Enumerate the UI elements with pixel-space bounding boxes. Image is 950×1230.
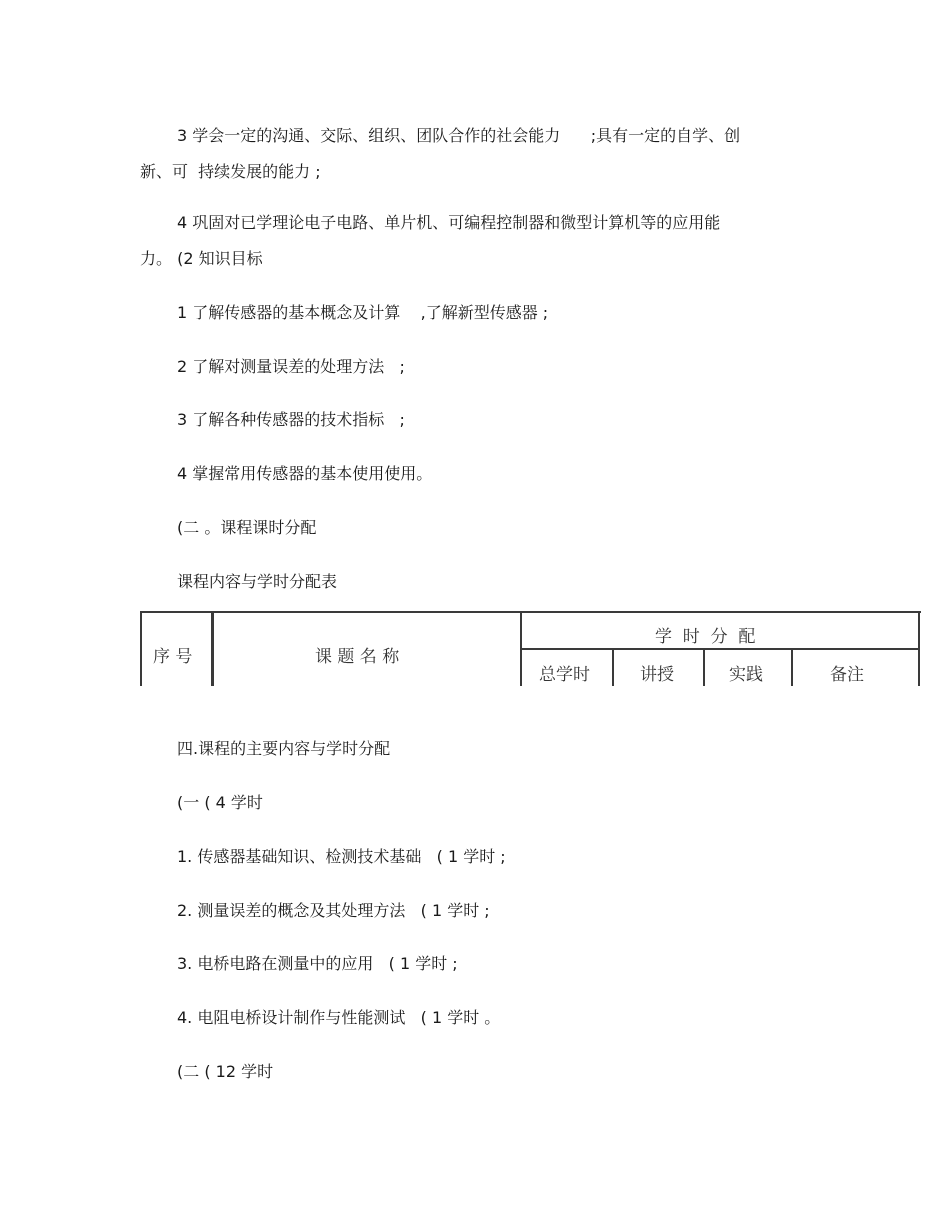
paragraph-line: 3 学会一定的沟通、交际、组织、团队合作的社会能力 ;具有一定的自学、创 — [177, 126, 741, 145]
section-heading: (二 ( 12 学时 — [177, 1062, 274, 1081]
table-caption: 课程内容与学时分配表 — [177, 572, 338, 591]
table-border — [520, 648, 920, 650]
table-border — [140, 611, 921, 613]
table-border — [791, 648, 793, 686]
table-header-lecture: 讲授 — [640, 665, 674, 685]
paragraph-line: 4 掌握常用传感器的基本使用使用。 — [177, 464, 433, 483]
section-heading: 四.课程的主要内容与学时分配 — [177, 739, 391, 758]
paragraph-line: 力。 (2 知识目标 — [140, 249, 263, 268]
paragraph-line: 4. 电阻电桥设计制作与性能测试 ( 1 学时 。 — [177, 1008, 501, 1027]
table-header-remark: 备注 — [830, 665, 864, 685]
paragraph-line: 2 了解对测量误差的处理方法 ; — [177, 357, 405, 376]
table-header-total: 总学时 — [539, 665, 590, 685]
table-border — [140, 611, 142, 686]
section-heading: (二 。课程课时分配 — [177, 518, 317, 537]
paragraph-line: 新、可 持续发展的能力 ; — [140, 162, 321, 181]
table-header-group: 学 时 分 配 — [655, 627, 756, 647]
table-border — [612, 648, 614, 686]
paragraph-line: 1. 传感器基础知识、检测技术基础 ( 1 学时 ; — [177, 847, 506, 866]
paragraph-line: 2. 测量误差的概念及其处理方法 ( 1 学时 ; — [177, 901, 490, 920]
paragraph-line: 4 巩固对已学理论电子电路、单片机、可编程控制器和微型计算机等的应用能 — [177, 213, 721, 232]
schedule-table-header — [140, 611, 921, 686]
paragraph-line: 3. 电桥电路在测量中的应用 ( 1 学时 ; — [177, 954, 458, 973]
table-header-practice: 实践 — [729, 665, 763, 685]
table-header-seq: 序 号 — [153, 647, 193, 667]
paragraph-line: 3 了解各种传感器的技术指标 ; — [177, 410, 405, 429]
table-border — [703, 648, 705, 686]
table-border — [211, 611, 214, 686]
paragraph-line: 1 了解传感器的基本概念及计算 ,了解新型传感器 ; — [177, 303, 549, 322]
table-header-name: 课 题 名 称 — [315, 647, 400, 667]
section-heading: (一 ( 4 学时 — [177, 793, 263, 812]
